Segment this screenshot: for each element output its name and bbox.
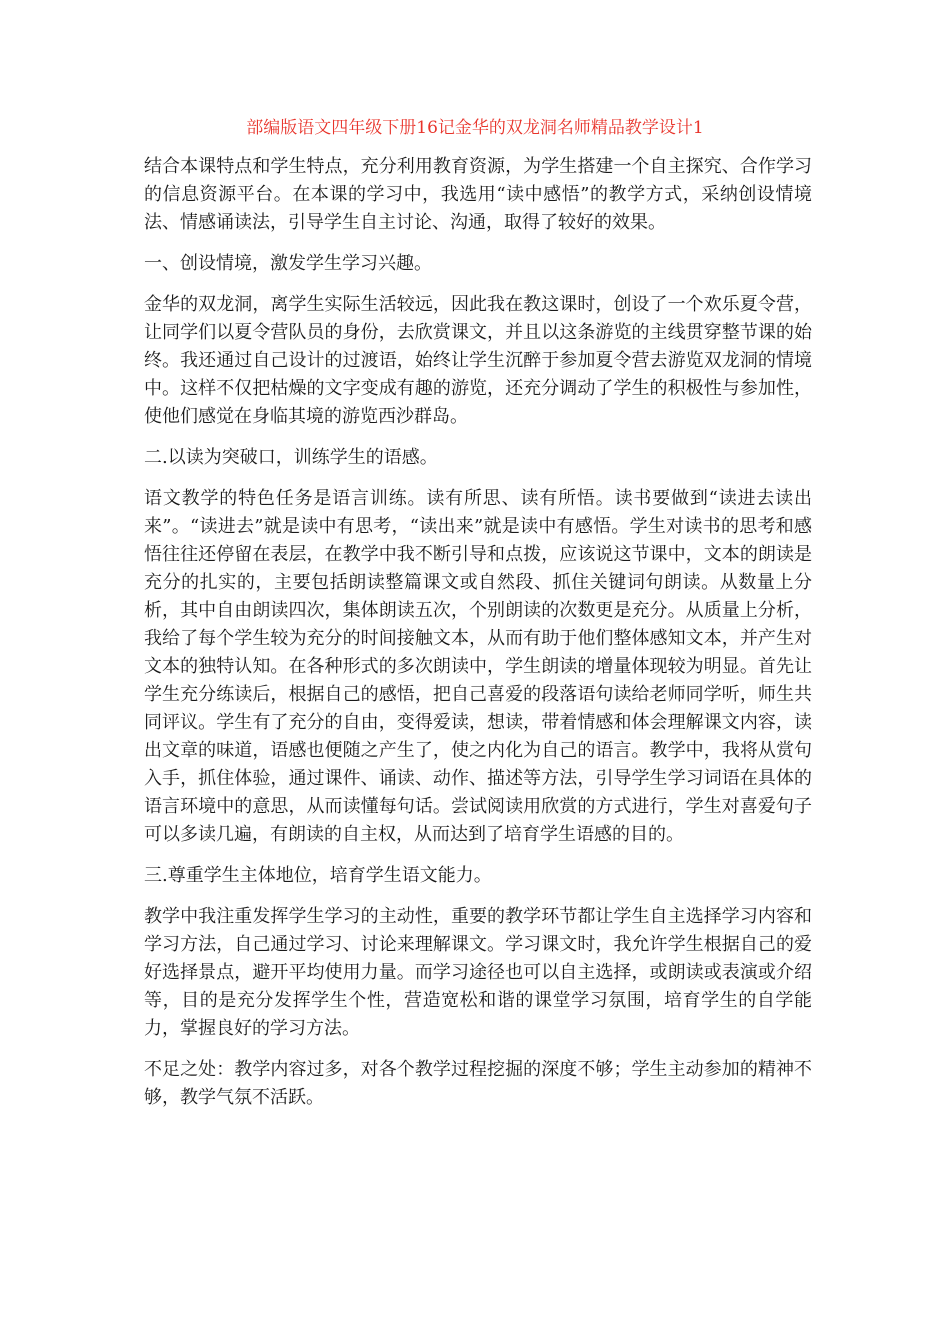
section-3-paragraph: 教学中我注重发挥学生学习的主动性，重要的教学环节都让学生自主选择学习内容和学习方法，自己通过学习、讨论来理解课文。学习课文时，我允许学生根据自己的爱好选择景点，避开平均使用力量。而学习途径也可以自主选择，或朗读或表演或介绍等，目的是充分发挥学生个性，营造宽松和谐的课堂学习氛围，培育学生的自学能力，掌握良好的学习方法。: [144, 906, 812, 1039]
section-heading-1: 一、创设情境，激发学生学习兴趣。: [144, 253, 432, 274]
section-heading-2: 二.以读为突破口，训练学生的语感。: [144, 447, 438, 468]
section-heading-3: 三.尊重学生主体地位，培育学生语文能力。: [144, 865, 492, 886]
intro-paragraph: 结合本课特点和学生特点，充分利用教育资源，为学生搭建一个自主探究、合作学习的信息资源平台。在本课的学习中，我选用“读中感悟”的教学方式，采纳创设情境法、情感诵读法，引导学生自主讨论、沟通，取得了较好的效果。: [144, 156, 812, 233]
shortcomings-paragraph: 不足之处：教学内容过多，对各个教学过程挖掘的深度不够；学生主动参加的精神不够，教学气氛不活跃。: [144, 1059, 812, 1108]
section-2-paragraph: 语文教学的特色任务是语言训练。读有所思、读有所悟。读书要做到“读进去读出来”。“读进去”就是读中有思考，“读出来”就是读中有感悟。学生对读书的思考和感悟往往还停留在表层，在教学中我不断引导和点拨，应该说这节课中，文本的朗读是充分的扎实的，主要包括朗读整篇课文或自然段、抓住关键词句朗读。从数量上分析，其中自由朗读四次，集体朗读五次，个别朗读的次数更是充分。从质量上分析，我给了每个学生较为充分的时间接触文本，从而有助于他们整体感知文本，并产生对文本的独特认知。在各种形式的多次朗读中，学生朗读的增量体现较为明显。首先让学生充分练读后，根据自己的感悟，把自己喜爱的段落语句读给老师同学听，师生共同评议。学生有了充分的自由，变得爱读，想读，带着情感和体会理解课文内容，读出文章的味道，语感也便随之产生了，使之内化为自己的语言。教学中，我将从赏句入手，抓住体验，通过课件、诵读、动作、描述等方法，引导学生学习词语在具体的语言环境中的意思，从而读懂每句话。尝试阅读用欣赏的方式进行，学生对喜爱句子可以多读几遍，有朗读的自主权，从而达到了培育学生语感的目的。: [144, 488, 812, 845]
document-title: 部编版语文四年级下册16记金华的双龙洞名师精品教学设计1: [246, 118, 704, 138]
section-1-paragraph: 金华的双龙洞，离学生实际生活较远，因此我在教这课时，创设了一个欢乐夏令营，让同学们以夏令营队员的身份，去欣赏课文，并且以这条游览的主线贯穿整节课的始终。我还通过自己设计的过渡语，始终让学生沉醉于参加夏令营去游览双龙洞的情境中。这样不仅把枯燥的文字变成有趣的游览，还充分调动了学生的积极性与参加性，使他们感觉在身临其境的游览西沙群岛。: [144, 294, 812, 427]
document-body: [144, 153, 812, 1125]
